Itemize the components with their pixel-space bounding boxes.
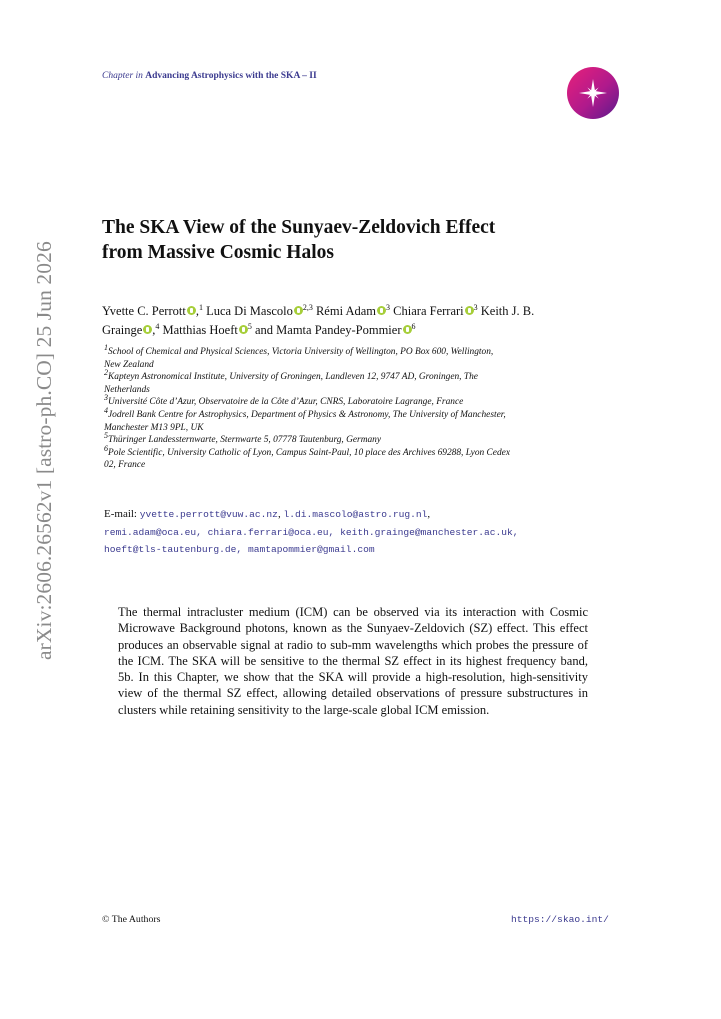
affiliation-item bbox=[104, 393, 624, 409]
author-name: Luca Di Mascolo bbox=[206, 304, 293, 318]
orcid-icon[interactable] bbox=[143, 325, 152, 334]
author-name: Matthias Hoeft bbox=[162, 323, 238, 337]
title-line-1: The SKA View of the Sunyaev-Zeldovich Effect bbox=[102, 217, 496, 238]
affiliation-item bbox=[104, 443, 624, 472]
affiliation-item bbox=[104, 405, 624, 434]
email-block bbox=[104, 506, 624, 559]
chapter-prefix: Chapter in bbox=[102, 71, 143, 81]
affiliation-item bbox=[104, 368, 624, 396]
author-name: Rémi Adam bbox=[315, 304, 377, 318]
orcid-icon[interactable] bbox=[239, 325, 248, 334]
affiliation-text: Thüringer Landessternwarte, Sternwarte 5, 07778 Tautenburg, Germany bbox=[108, 435, 382, 446]
author-affiliation: 1 bbox=[198, 302, 203, 312]
affiliation-continuation: Netherlands bbox=[104, 384, 150, 395]
affiliation-continuation: Manchester M13 9PL, UK bbox=[104, 422, 204, 433]
author-name: Yvette C. Perrott bbox=[102, 304, 186, 318]
email-line-1: E-mail: yvette.perrott@vuw.ac.nz, l.di.mascolo@astro.rug.nl, bbox=[104, 508, 431, 520]
ska-url-link[interactable]: https://skao.int/ bbox=[511, 914, 609, 925]
author-affiliation: 5 bbox=[247, 321, 252, 331]
affiliation-number: 2 bbox=[104, 368, 108, 378]
email-line-2: remi.adam@oca.eu, chiara.ferrari@oca.eu, keith.grainge@manchester.ac.uk, bbox=[104, 526, 519, 538]
ska-logo bbox=[566, 66, 620, 120]
author-line-2: Grainge ,$^4$ Matthias Hoeft $^5$ and Mamta Pandey-Pommier $^6$ bbox=[102, 321, 416, 337]
title-line-2: from Massive Cosmic Halos bbox=[102, 242, 334, 263]
affiliation-text: School of Chemical and Physical Sciences, Victoria University of Wellington, PO Box 600, Wellington, bbox=[108, 347, 494, 357]
author-affiliation: 2,3 bbox=[302, 302, 313, 312]
copyright-notice: © The Authors bbox=[102, 914, 161, 925]
email-link[interactable]: l.di.mascolo@astro.rug.nl bbox=[283, 509, 428, 520]
author-name-part: Grainge bbox=[102, 323, 143, 337]
affiliation-text: Jodrell Bank Centre for Astrophysics, Department of Physics & Astronomy, The University of Manchester, bbox=[108, 409, 506, 420]
author-affiliation: 3 bbox=[473, 302, 478, 312]
affiliation-number: 6 bbox=[104, 443, 108, 453]
author-affiliation: 3 bbox=[386, 302, 391, 312]
author-name-part: Keith J. B. bbox=[480, 304, 535, 318]
arxiv-identifier: arXiv:2606.26562v1 [astro-ph.CO] 25 Jun 2026 bbox=[32, 241, 56, 660]
affiliation-text: Université Côte d’Azur, Observatoire de la Côte d’Azur, CNRS, Laboratoire Lagrange, France bbox=[108, 397, 464, 408]
email-link[interactable]: hoeft@tls-tautenburg.de bbox=[104, 544, 237, 555]
affiliation-text: Kapteyn Astronomical Institute, University of Groningen, Landleven 12, 9747 AD, Groningen, The bbox=[108, 372, 478, 383]
author-affiliation: 6 bbox=[411, 321, 416, 331]
orcid-icon[interactable] bbox=[403, 325, 412, 334]
book-title: Advancing Astrophysics with the SKA – II bbox=[145, 71, 317, 81]
email-link[interactable]: keith.grainge@manchester.ac.uk bbox=[340, 526, 513, 538]
author-name: Chiara Ferrari bbox=[393, 304, 464, 318]
affiliation-item bbox=[104, 342, 624, 371]
paper-title bbox=[102, 215, 622, 265]
author-list bbox=[102, 302, 622, 340]
email-label: E-mail: bbox=[104, 508, 137, 520]
affiliation-number: 3 bbox=[104, 393, 108, 403]
affiliation-continuation: New Zealand bbox=[104, 359, 154, 370]
affiliation-number: 5 bbox=[104, 431, 108, 441]
author-conjunction: and bbox=[254, 323, 274, 337]
author-affiliation: 4 bbox=[155, 321, 160, 331]
orcid-icon[interactable] bbox=[465, 306, 474, 315]
email-link[interactable]: remi.adam@oca.eu bbox=[104, 526, 197, 538]
affiliation-continuation: 02, France bbox=[104, 460, 146, 471]
email-line-3: hoeft@tls-tautenburg.de, mamtapommier@gmail.com bbox=[104, 544, 375, 555]
email-link[interactable]: yvette.perrott@vuw.ac.nz bbox=[139, 509, 278, 520]
affiliation-item bbox=[104, 431, 624, 447]
chapter-header bbox=[102, 71, 317, 81]
author-line-1: Yvette C. Perrott ,$^1$ Luca Di Mascolo $^{2,3}$ Rémi Adam $^3$ Chiara Ferrari $^3$ Keith J. B. bbox=[102, 302, 535, 318]
orcid-icon[interactable] bbox=[377, 306, 386, 315]
abstract: The thermal intracluster medium (ICM) can be observed via its interaction with Cosmic Microwave Background photons, known as the Sunyaev-Zeldovich (SZ) effect. This effect produces an observable signal at radio to sub-mm wavelengths which probes the pressure of the ICM. The SKA will be sensitive to the thermal SZ effect in its highest frequency band, 5b. In this Chapter, we show that the SKA will provide a high-resolution, high-sensitivity view of the thermal SZ effect, allowing detailed observations of pressure substructures in clusters while retaining sensitivity to the large-scale global ICM emission. bbox=[118, 605, 588, 717]
orcid-icon[interactable] bbox=[294, 306, 303, 315]
affiliation-number: 4 bbox=[104, 405, 108, 415]
affiliation-text: Pole Scientific, University Catholic of Lyon, Campus Saint-Paul, 10 place des Archives 69288, Lyon Cedex bbox=[108, 447, 510, 458]
affiliation-number: 1 bbox=[104, 342, 108, 352]
author-name: Mamta Pandey-Pommier bbox=[276, 323, 402, 337]
affiliation-list bbox=[104, 342, 624, 472]
email-link[interactable]: mamtapommier@gmail.com bbox=[247, 544, 375, 555]
email-link[interactable]: chiara.ferrari@oca.eu bbox=[207, 526, 329, 538]
orcid-icon[interactable] bbox=[187, 306, 196, 315]
